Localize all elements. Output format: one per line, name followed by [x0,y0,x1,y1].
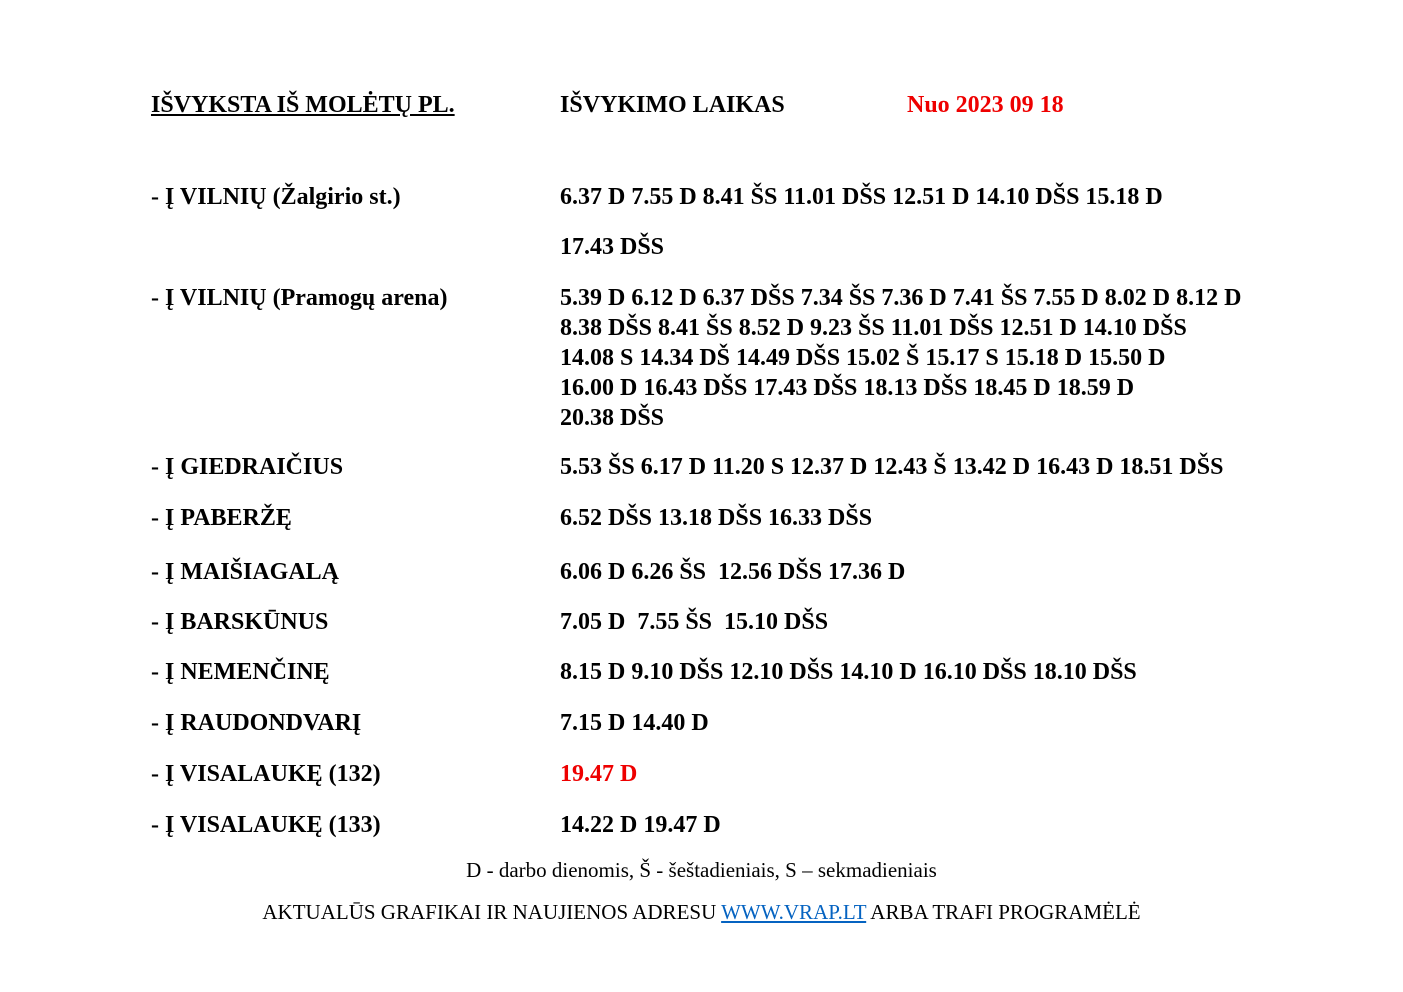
route-times [560,607,1320,637]
valid-from-date: Nuo 2023 09 18 [907,92,1064,118]
footer-note [0,900,1403,925]
footer-prefix: AKTUALŪS GRAFIKAI IR NAUJIENOS ADRESU [262,900,722,924]
route-times [560,557,1320,587]
route-destination: - Į VISALAUKĘ (133) [151,812,381,838]
route-times [560,810,1320,840]
departs-from-heading: IŠVYKSTA IŠ MOLĖTŲ PL. [151,92,455,118]
route-destination: - Į NEMENČINĘ [151,659,330,685]
route-destination: - Į VISALAUKĘ (132) [151,761,381,787]
day-legend: D - darbo dienomis, Š - šeštadieniais, S – sekmadieniais [466,858,937,882]
website-link[interactable]: WWW.VRAP.LT [721,900,867,924]
times-line: 17.43 DŠS [560,234,665,260]
times-line: 6.52 DŠS 13.18 DŠS 16.33 DŠS [560,505,873,531]
route-destination: - Į VILNIŲ (Pramogų arena) [151,285,448,311]
timetable-header [151,92,1301,124]
route-destination: - Į VILNIŲ (Žalgirio st.) [151,184,401,210]
route-destination: - Į BARSKŪNUS [151,609,329,635]
times-line: 8.15 D 9.10 DŠS 12.10 DŠS 14.10 D 16.10 DŠS 18.10 DŠS [560,659,1137,685]
times-line: 8.38 DŠS 8.41 ŠS 8.52 D 9.23 ŠS 11.01 DŠS 12.51 D 14.10 DŠS [560,315,1187,341]
departure-time-heading: IŠVYKIMO LAIKAS [560,92,785,118]
times-line: 14.22 D 19.47 D [560,812,721,838]
times-line: 5.39 D 6.12 D 6.37 DŠS 7.34 ŠS 7.36 D 7.41 ŠS 7.55 D 8.02 D 8.12 D [560,285,1242,311]
times-line: 16.00 D 16.43 DŠS 17.43 DŠS 18.13 DŠS 18.45 D 18.59 D [560,375,1135,401]
route-times [560,182,1320,262]
route-times [560,657,1320,687]
route-destination: - Į GIEDRAIČIUS [151,454,344,480]
route-destination: - Į PABERŽĘ [151,505,292,531]
times-line [560,212,1320,232]
route-times [560,759,1320,789]
route-times [560,503,1320,533]
times-line: 19.47 D [560,761,638,787]
times-line: 7.05 D 7.55 ŠS 15.10 DŠS [560,609,829,635]
times-line: 7.15 D 14.40 D [560,710,709,736]
times-line: 5.53 ŠS 6.17 D 11.20 S 12.37 D 12.43 Š 13.42 D 16.43 D 18.51 DŠS [560,454,1224,480]
route-destination: - Į RAUDONDVARĮ [151,710,362,736]
route-destination: - Į MAIŠIAGALĄ [151,559,340,585]
times-line: 20.38 DŠS [560,405,665,431]
times-line: 14.08 S 14.34 DŠ 14.49 DŠS 15.02 Š 15.17 S 15.18 D 15.50 D [560,345,1166,371]
times-line: 6.37 D 7.55 D 8.41 ŠS 11.01 DŠS 12.51 D 14.10 DŠS 15.18 D [560,184,1163,210]
route-times [560,452,1320,482]
footer-suffix: ARBA TRAFI PROGRAMĖLĖ [866,900,1141,924]
route-times [560,283,1320,433]
times-line: 6.06 D 6.26 ŠS 12.56 DŠS 17.36 D [560,559,906,585]
route-times [560,708,1320,738]
